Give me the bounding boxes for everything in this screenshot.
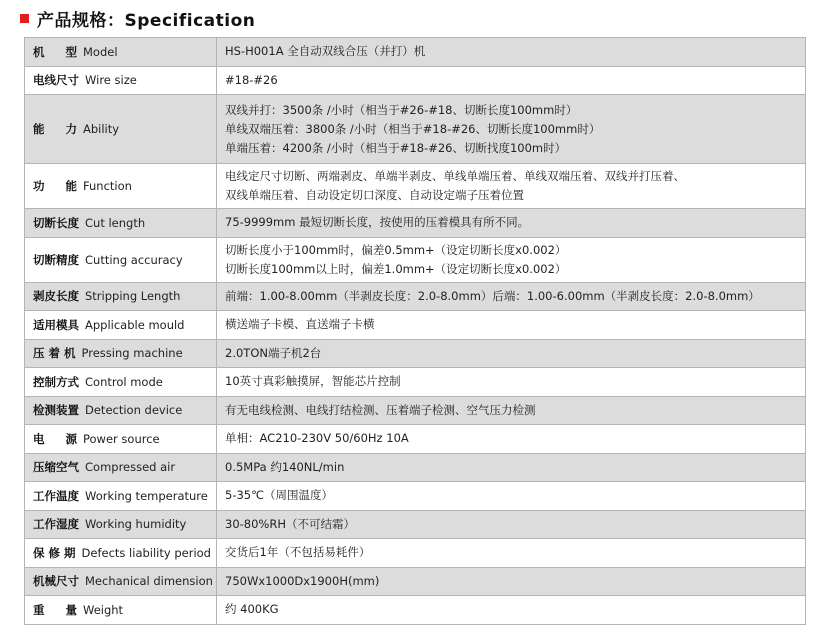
spec-row — [25, 368, 806, 397]
spec-label-cell — [25, 95, 217, 164]
spec-row — [25, 453, 806, 482]
spec-label — [33, 573, 213, 589]
spec-label — [33, 178, 208, 194]
spec-label-cn: 电 源 — [33, 431, 77, 446]
spec-row — [25, 482, 806, 511]
spec-row — [25, 209, 806, 238]
spec-label-cn: 剥皮长度 — [33, 289, 79, 304]
spec-value-cell — [217, 95, 806, 164]
specification-table — [24, 37, 806, 625]
spec-label-cell — [25, 539, 217, 568]
spec-label-en: Wire size — [85, 73, 137, 88]
spec-value-cell — [217, 164, 806, 209]
spec-value-line: 单相：AC210-230V 50/60Hz 10A — [225, 431, 409, 446]
spec-row — [25, 66, 806, 95]
spec-value-line: 单端压着：4200条 /小时（相当于#18-#26、切断找度100m时） — [225, 140, 567, 155]
spec-label-en: Cut length — [85, 215, 146, 230]
spec-label-cn: 控制方式 — [33, 374, 79, 389]
spec-label-cell — [25, 311, 217, 340]
spec-value-line: 0.5MPa 约140NL/min — [225, 459, 345, 474]
spec-row — [25, 425, 806, 454]
spec-row — [25, 311, 806, 340]
spec-label-cell — [25, 38, 217, 67]
spec-label — [33, 545, 211, 561]
spec-label-en: Stripping Length — [85, 289, 181, 304]
spec-label-en: Model — [83, 44, 118, 59]
spec-label-cn: 功 能 — [33, 179, 77, 193]
spec-row — [25, 95, 806, 164]
spec-value-line: #18-#26 — [225, 72, 278, 87]
spec-label-cell — [25, 237, 217, 282]
spec-label-cn: 适用模具 — [33, 317, 79, 332]
red-square-bullet-icon — [20, 14, 29, 23]
spec-value-line: 交货后1年（不包括易耗件） — [225, 545, 371, 560]
spec-label — [33, 374, 208, 390]
spec-value-cell — [217, 339, 806, 368]
spec-value-line: 双线并打：3500条 /小时（相当于#26-#18、切断长度100mm时） — [225, 102, 578, 117]
spec-value-cell — [217, 282, 806, 311]
spec-value-cell — [217, 396, 806, 425]
specification-table-body — [25, 38, 806, 625]
spec-label-en: Mechanical dimension — [85, 574, 213, 589]
spec-value-cell — [217, 453, 806, 482]
spec-value-line: HS-H001A 全自动双线合压（并打）机 — [225, 44, 426, 59]
spec-value-cell — [217, 567, 806, 596]
spec-value-cell — [217, 38, 806, 67]
spec-label-cn: 检测装置 — [33, 403, 79, 418]
spec-label — [33, 345, 208, 361]
spec-label-en: Working humidity — [85, 517, 187, 532]
spec-label-en: Defects liability period — [81, 545, 211, 560]
spec-label — [33, 121, 208, 137]
spec-label-cn: 切断长度 — [33, 215, 79, 230]
spec-row — [25, 510, 806, 539]
spec-value-line: 横送端子卡模、直送端子卡横 — [225, 317, 375, 332]
spec-label — [33, 215, 208, 231]
spec-label — [33, 402, 208, 418]
spec-label-cell — [25, 209, 217, 238]
spec-value-cell — [217, 596, 806, 625]
spec-value-line: 切断长度小于100mm时，偏差0.5mm+（设定切断长度x0.002） — [225, 242, 567, 257]
spec-row — [25, 567, 806, 596]
spec-label-cell — [25, 339, 217, 368]
spec-row — [25, 282, 806, 311]
spec-value-cell — [217, 209, 806, 238]
spec-label — [33, 431, 208, 447]
spec-label-cell — [25, 596, 217, 625]
spec-value-line: 有无电线检测、电线打结检测、压着端子检测、空气压力检测 — [225, 402, 536, 417]
spec-label — [33, 488, 208, 504]
spec-label — [33, 602, 208, 618]
spec-label-cn: 工作湿度 — [33, 517, 79, 532]
spec-label-cn: 机械尺寸 — [33, 574, 79, 589]
spec-label-cn: 切断精度 — [33, 252, 79, 267]
spec-value-cell — [217, 425, 806, 454]
spec-label — [33, 252, 208, 268]
spec-label-en: Compressed air — [85, 460, 176, 475]
spec-label-cn: 能 力 — [33, 122, 77, 136]
spec-value-cell — [217, 510, 806, 539]
spec-label-cell — [25, 282, 217, 311]
spec-label-en: Detection device — [85, 403, 183, 418]
spec-value-line: 10英寸真彩触摸屏，智能芯片控制 — [225, 374, 401, 389]
spec-label-cn: 机 型 — [33, 44, 77, 59]
spec-label — [33, 459, 208, 475]
spec-label-en: Applicable mould — [85, 317, 185, 332]
spec-value-cell — [217, 237, 806, 282]
spec-row — [25, 164, 806, 209]
spec-value-cell — [217, 311, 806, 340]
section-header — [20, 7, 255, 29]
spec-row — [25, 396, 806, 425]
spec-label-cell — [25, 368, 217, 397]
spec-label — [33, 317, 208, 333]
spec-value-line: 750Wx1000Dx1900H(mm) — [225, 573, 380, 588]
spec-value-line: 约 400KG — [225, 602, 279, 617]
spec-value-line: 30-80%RH（不可结霜） — [225, 516, 355, 531]
spec-value-line: 切断长度100mm以上时，偏差1.0mm+（设定切断长度x0.002） — [225, 261, 567, 276]
spec-label-en: Weight — [83, 602, 124, 617]
spec-label-en: Function — [83, 179, 132, 193]
spec-label-cell — [25, 482, 217, 511]
spec-label — [33, 516, 208, 532]
spec-value-line: 单线双端压着：3800条 /小时（相当于#18-#26、切断长度100mm时） — [225, 121, 601, 136]
spec-value-line: 电线定尺寸切断、两端剥皮、单端半剥皮、单线单端压着、单线双端压着、双线并打压着、 — [225, 169, 685, 183]
spec-value-cell — [217, 482, 806, 511]
spec-label-en: Control mode — [85, 374, 163, 389]
spec-row — [25, 38, 806, 67]
spec-label-cell — [25, 164, 217, 209]
spec-value-line: 前端：1.00-8.00mm（半剥皮长度：2.0-8.0mm）后端：1.00-6.00mm（半剥皮长度：2.0-8.0mm） — [225, 288, 760, 303]
spec-value-line: 5-35℃（周围温度） — [225, 488, 334, 503]
spec-label-en: Cutting accuracy — [85, 252, 183, 267]
spec-label-cell — [25, 567, 217, 596]
section-title: 产品规格：Specification — [37, 10, 256, 31]
spec-row — [25, 339, 806, 368]
spec-value-cell — [217, 539, 806, 568]
spec-value-line: 双线单端压着、自动设定切口深度、自动设定端子压着位置 — [225, 188, 524, 202]
spec-row — [25, 237, 806, 282]
spec-label-cn: 保 修 期 — [33, 545, 76, 560]
spec-label-en: Working temperature — [85, 488, 208, 503]
spec-row — [25, 539, 806, 568]
spec-value-cell — [217, 66, 806, 95]
spec-label — [33, 72, 208, 88]
spec-label-cell — [25, 396, 217, 425]
spec-label-cn: 重 量 — [33, 602, 77, 617]
spec-value-cell — [217, 368, 806, 397]
spec-row — [25, 596, 806, 625]
spec-label-cn: 压 着 机 — [33, 346, 76, 361]
spec-label-cell — [25, 453, 217, 482]
spec-label-cell — [25, 425, 217, 454]
spec-label-en: Pressing machine — [81, 346, 183, 361]
spec-label-cn: 工作温度 — [33, 488, 79, 503]
spec-label — [33, 44, 208, 60]
spec-label-cell — [25, 510, 217, 539]
spec-value-line: 75-9999mm 最短切断长度，按使用的压着模具有所不同。 — [225, 215, 530, 230]
spec-value-line: 2.0TON端子机2台 — [225, 345, 322, 360]
spec-label-en: Power source — [83, 431, 160, 446]
spec-label-cn: 压缩空气 — [33, 460, 79, 475]
spec-label-cell — [25, 66, 217, 95]
spec-label-en: Ability — [83, 122, 120, 136]
spec-label — [33, 288, 208, 304]
spec-label-cn: 电线尺寸 — [33, 73, 79, 88]
